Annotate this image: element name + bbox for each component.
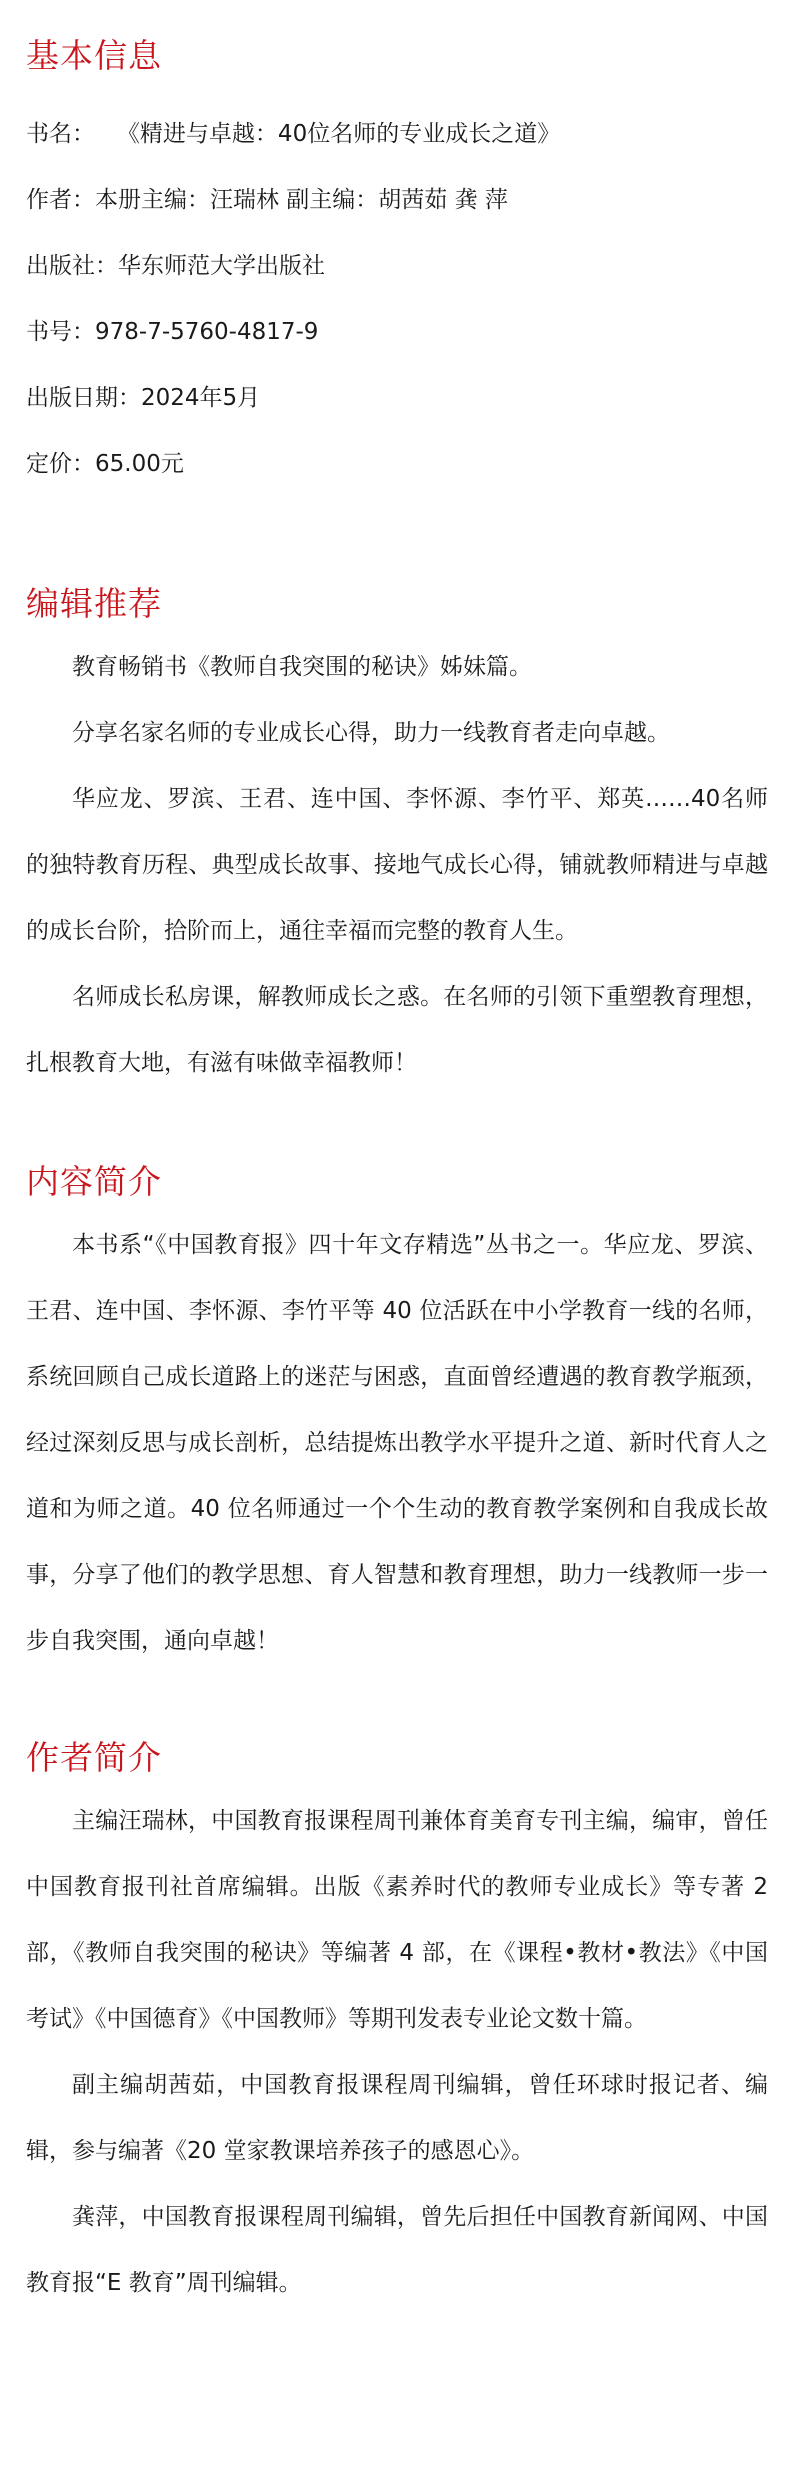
editor-recommendation-section [26,514,768,1096]
recommendation-paragraph: 华应龙、罗滨、王君、连中国、李怀源、李竹平、郑英……40名师的独特教育历程、典型成长故事、接地气成长心得，铺就教师精进与卓越的成长台阶，拾阶而上，通往幸福而完整的教育人生。 [26,786,768,944]
recommendation-paragraph: 名师成长私房课，解教师成长之惑。在名师的引领下重塑教育理想，扎根教育大地，有滋有味做幸福教师！ [26,984,768,1076]
author-line: 作者：本册主编：汪瑞林 副主编：胡茜茹 龚 萍 [26,187,508,213]
author-intro-heading: 作者简介 [26,1738,162,1777]
content-summary-heading: 内容简介 [26,1162,162,1201]
recommendation-paragraph: 教育畅销书《教师自我突围的秘诀》姊妹篇。 [72,654,532,680]
publisher-line: 出版社：华东师范大学出版社 [26,253,325,279]
recommendation-paragraph: 分享名家名师的专业成长心得，助力一线教育者走向卓越。 [72,720,670,746]
author-paragraph-editor: 龚萍，中国教育报课程周刊编辑，曾先后担任中国教育新闻网、中国教育报“E 教育”周刊编辑。 [26,2204,768,2296]
author-paragraph-deputy-editor: 副主编胡茜茹，中国教育报课程周刊编辑，曾任环球时报记者、编辑，参与编著《20 堂家教课培养孩子的感恩心》。 [26,2072,768,2164]
isbn-line: 书号：978-7-5760-4817-9 [26,319,319,345]
editor-recommendation-heading: 编辑推荐 [26,584,162,623]
author-paragraph-chief-editor: 主编汪瑞林，中国教育报课程周刊兼体育美育专刊主编，编审，曾任中国教育报刊社首席编辑。出版《素养时代的教师专业成长》等专著 2 部，《教师自我突围的秘诀》等编著 4 部，在《课程•教材•教法》《中国考试》《中国德育》《中国教师》等期刊发表专业论文数十篇。 [26,1808,768,2032]
basic-info-section [26,0,768,514]
summary-paragraph: 本书系“《中国教育报》四十年文存精选”丛书之一。华应龙、罗滨、王君、连中国、李怀源、李竹平等 40 位活跃在中小学教育一线的名师，系统回顾自己成长道路上的迷茫与困惑，直面曾经遭遇的教育教学瓶颈，经过深刻反思与成长剖析，总结提炼出教学水平提升之道、新时代育人之道和为师之道。40 位名师通过一个个生动的教育教学案例和自我成长故事，分享了他们的教学思想、育人智慧和教育理想，助力一线教师一步一步自我突围，通向卓越！ [26,1232,768,1654]
price-line: 定价：65.00元 [26,451,184,477]
author-intro-section [26,1674,768,2316]
content-summary-section [26,1096,768,1674]
publish-date-line: 出版日期：2024年5月 [26,385,261,411]
book-title-line: 书名： 《精进与卓越：40位名师的专业成长之道》 [26,121,561,147]
basic-info-heading: 基本信息 [26,36,162,75]
